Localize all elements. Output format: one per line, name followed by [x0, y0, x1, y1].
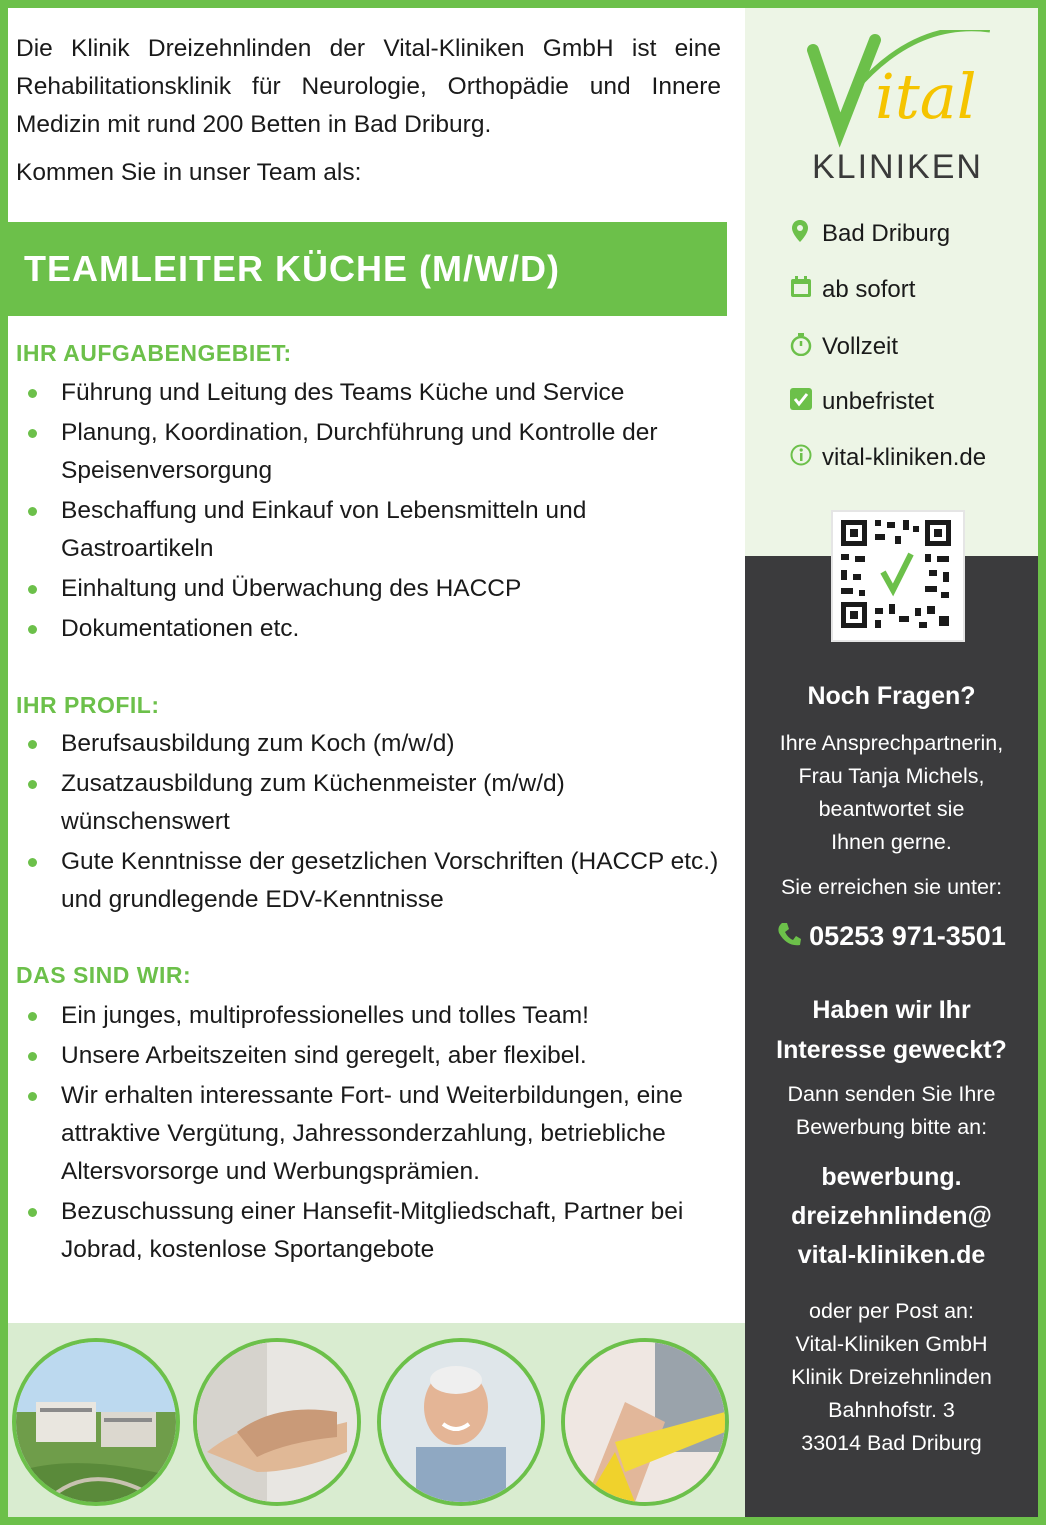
list-item: Ein junges, multiprofessionelles und tolles Team!	[16, 997, 721, 1035]
job-title: TEAMLEITER KÜCHE (M/W/D)	[24, 248, 560, 289]
apply-line-2: Bewerbung bitte an:	[795, 1115, 988, 1139]
info-contract-text: unbefristet	[822, 388, 935, 415]
list-item: Bezuschussung einer Hansefit-Mitgliedschaft, Partner bei Jobrad, kostenlose Sportangebote	[16, 1193, 721, 1269]
about-list	[16, 997, 721, 1271]
qr-code[interactable]	[831, 510, 965, 642]
phone-icon	[777, 918, 801, 958]
contact-line-3: beantwortet sie	[818, 797, 965, 821]
list-item: Wir erhalten interessante Fort- und Weiterbildungen, eine attraktive Vergütung, Jahressonderzahlung, betriebliche Altersvorsorge und Werbungsprämien.	[16, 1077, 721, 1191]
stopwatch-icon	[790, 332, 814, 363]
profile-heading: IHR PROFIL:	[16, 692, 160, 718]
apply-email-1[interactable]: bewerbung.	[821, 1163, 962, 1191]
senior-man-photo	[377, 1338, 545, 1506]
profile-list	[16, 725, 721, 921]
therapy-band-photo	[561, 1338, 729, 1506]
info-icon	[790, 444, 814, 473]
handshake-photo	[193, 1338, 361, 1506]
about-heading: DAS SIND WIR:	[16, 962, 192, 988]
list-item: Zusatzausbildung zum Küchenmeister (m/w/d) wünschenswert	[16, 765, 721, 841]
info-start	[790, 276, 915, 305]
apply-email-3[interactable]: vital-kliniken.de	[797, 1241, 986, 1269]
info-start-text: ab sofort	[822, 276, 916, 303]
info-location	[790, 219, 950, 250]
contact-phone[interactable]	[745, 916, 1038, 958]
tasks-heading: IHR AUFGABENGEBIET:	[16, 340, 292, 366]
list-item: Beschaffung und Einkauf von Lebensmitteln und Gastroartikeln	[16, 492, 721, 568]
list-item: Dokumentationen etc.	[16, 610, 721, 648]
apply-email-2[interactable]: dreizehnlinden@	[791, 1202, 992, 1230]
tasks-list	[16, 374, 721, 650]
list-item: Planung, Koordination, Durchführung und Kontrolle der Speisenversorgung	[16, 414, 721, 490]
svg-text:ital: ital	[875, 60, 977, 133]
phone-number[interactable]: 05253 971-3501	[809, 921, 1006, 951]
apply-post: oder per Post an:	[809, 1299, 974, 1323]
apply-heading-2: Interesse geweckt?	[776, 1036, 1007, 1064]
list-item: Gute Kenntnisse der gesetzlichen Vorschriften (HACCP etc.) und grundlegende EDV-Kenntnisse	[16, 843, 721, 919]
intro-join: Kommen Sie in unser Team als:	[16, 159, 362, 186]
info-location-text: Bad Driburg	[822, 219, 951, 247]
address-line-3: Bahnhofstr. 3	[828, 1398, 955, 1422]
map-pin-icon	[790, 219, 814, 250]
list-item: Führung und Leitung des Teams Küche und Service	[16, 374, 721, 412]
info-contract	[790, 388, 934, 417]
info-time-text: Vollzeit	[822, 332, 899, 360]
info-time	[790, 332, 898, 363]
clinic-building-photo	[12, 1338, 180, 1506]
calendar-icon	[790, 276, 814, 305]
checkbox-icon	[790, 388, 814, 417]
list-item: Berufsausbildung zum Koch (m/w/d)	[16, 725, 721, 763]
list-item: Einhaltung und Überwachung des HACCP	[16, 570, 721, 608]
contact-line-1: Ihre Ansprechpartnerin,	[779, 731, 1004, 755]
logo-wordmark: KLINIKEN	[812, 148, 983, 186]
apply-heading-1: Haben wir Ihr	[812, 996, 971, 1024]
info-web[interactable]	[790, 444, 986, 473]
intro-text: Die Klinik Dreizehnlinden der Vital-Kliniken GmbH ist eine Rehabilitationsklinik für Neurologie, Orthopädie und Innere Medizin mit rund 200 Betten in Bad Driburg.	[16, 35, 721, 138]
info-web-link[interactable]: vital-kliniken.de	[822, 444, 987, 471]
address-line-4: 33014 Bad Driburg	[801, 1431, 982, 1455]
job-title-bar	[8, 222, 727, 316]
contact-line-2: Frau Tanja Michels,	[798, 764, 985, 788]
contact-line-4: Ihnen gerne.	[831, 830, 952, 854]
address-line-1: Vital-Kliniken GmbH	[795, 1332, 988, 1356]
list-item: Unsere Arbeitszeiten sind geregelt, aber flexibel.	[16, 1037, 721, 1075]
intro	[16, 30, 721, 192]
apply-line-1: Dann senden Sie Ihre	[787, 1082, 996, 1106]
contact-reach: Sie erreichen sie unter:	[780, 875, 1003, 899]
contact-heading: Noch Fragen?	[807, 682, 976, 710]
address-line-2: Klinik Dreizehnlinden	[791, 1365, 992, 1389]
